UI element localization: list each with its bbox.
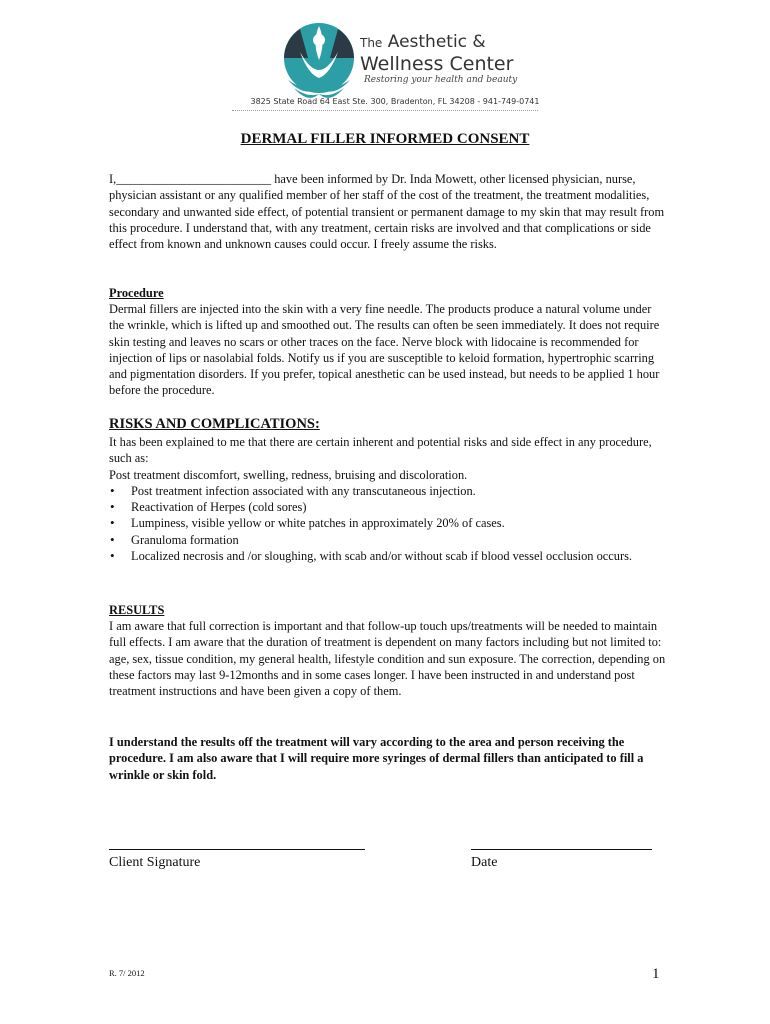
risks-line: Post treatment discomfort, swelling, redness, bruising and discoloration. bbox=[109, 467, 468, 482]
page-number: 1 bbox=[652, 966, 660, 982]
revision-note: R. 7/ 2012 bbox=[109, 968, 145, 978]
lotus-figure-icon bbox=[280, 22, 358, 104]
tagline: Restoring your health and beauty bbox=[364, 75, 518, 85]
risks-heading: RISKS AND COMPLICATIONS: bbox=[109, 416, 320, 432]
intro-prefix: I, bbox=[109, 172, 117, 186]
results-paragraph: I am aware that full correction is important and that follow-up touch ups/treatments will be needed to maintain full effects. I am aware that the duration of treatment is dependent on many factors including but not limited to: age, sex, tissue condition, my general health, lifestyle condition and sun exposure. The correction, depending on these factors may last 9-12months and in some cases longer. I have been instructed in and understand post treatment instructions and have been given a copy of them. bbox=[109, 619, 666, 699]
list-item: • Granuloma formation bbox=[109, 532, 667, 548]
date-line bbox=[471, 849, 652, 850]
intro-paragraph bbox=[109, 171, 667, 252]
client-signature-label: Client Signature bbox=[109, 855, 201, 870]
list-item: • Localized necrosis and /or sloughing, with scab and/or without scab if blood vessel occlusion occurs. bbox=[109, 548, 667, 564]
procedure-paragraph: Dermal fillers are injected into the skin with a very fine needle. The products produce a natural volume under the wrinkle, which is lifted up and smoothed out. The results can often be seen immediately. It does not require skin testing and leaves no scars or other traces on the face. Nerve block with lidocaine is recommended for injection of lips or nasolabial folds. Notify us if you are susceptible to keloid formation, hypertrophic scarring and pigmentation disorders. If you prefer, topical anesthetic can be used instead, but needs to be applied 1 hour before the procedure. bbox=[109, 302, 660, 398]
list-item: • Reactivation of Herpes (cold sores) bbox=[109, 499, 667, 515]
acknowledgement-statement: I understand the results off the treatment will vary according to the area and person receiving the procedure. I am also aware that I will require more syringes of dermal fillers than anticipated to fill a wrinkle or skin fold. bbox=[109, 735, 644, 782]
brand-the: The bbox=[360, 36, 383, 50]
client-signature-line bbox=[109, 849, 365, 850]
brand-aesthetic: Aesthetic & bbox=[387, 32, 486, 52]
clinic-name bbox=[360, 32, 517, 85]
list-item: • Lumpiness, visible yellow or white patches in approximately 20% of cases. bbox=[109, 515, 667, 531]
document-title: DERMAL FILLER INFORMED CONSENT bbox=[240, 131, 530, 147]
risks-section bbox=[109, 434, 667, 564]
patient-name-blank: _________________________ bbox=[116, 172, 272, 186]
intro-text: have been informed by Dr. Inda Mowett, other licensed physician, nurse, physician assistant or any qualified member of her staff of the cost of the treatment, the treatment modalities, secondary and unwanted side effect, of potential transient or permanent damage to my skin that may result from this procedure. I understand that, with any treatment, certain risks are involved and that complications or side effect from known and unknown causes could occur. I freely assume the risks. bbox=[109, 172, 665, 252]
clinic-address: 3825 State Road 64 East Ste. 300, Bradenton, FL 34208 - 941-749-0741 bbox=[250, 97, 540, 106]
header-divider bbox=[232, 110, 538, 111]
procedure-heading: Procedure bbox=[109, 286, 164, 300]
brand-wellness: Wellness Center bbox=[360, 53, 514, 75]
date-label: Date bbox=[471, 855, 498, 870]
risks-intro: It has been explained to me that there are certain inherent and potential risks and side effect in any procedure, such as: bbox=[109, 435, 652, 466]
results-heading: RESULTS bbox=[109, 603, 165, 617]
list-item: • Post treatment infection associated with any transcutaneous injection. bbox=[109, 483, 667, 499]
risks-list bbox=[109, 483, 667, 564]
